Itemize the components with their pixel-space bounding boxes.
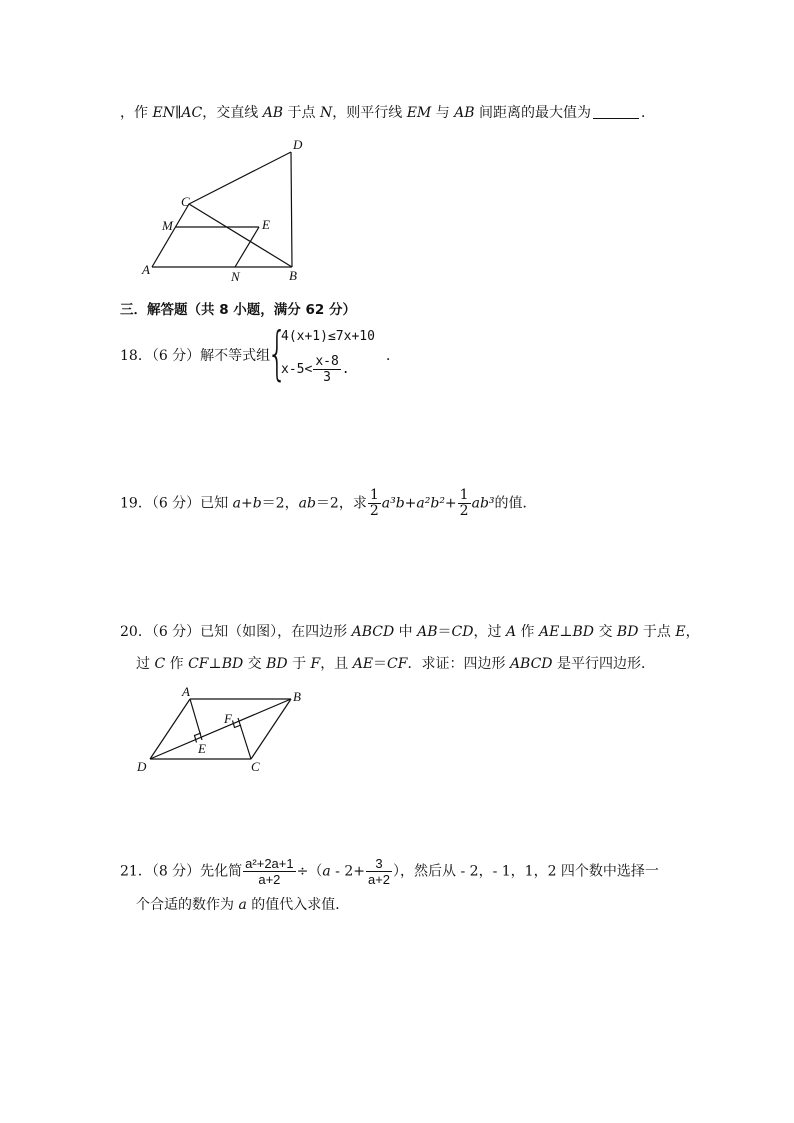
q18-inequality-1: 4(x+1)≤7x+10 xyxy=(281,329,375,344)
fraction-half: $\frac{1}{2}$ xyxy=(459,487,469,519)
label-B: B xyxy=(289,268,297,283)
q20-line-2: 过 C 作 CF⊥BD 交 BD 于 F，且 AE＝CF．求证：四边形 ABCD 是平行四边形． xyxy=(136,656,655,672)
seg-AC xyxy=(152,204,189,267)
fraction-half: $\frac{1}{2}$ xyxy=(369,487,379,519)
fraction: $\frac{\text{a²+2a+1}}{a+2}$ xyxy=(245,856,294,887)
label-N: N xyxy=(231,269,240,284)
label-E: E xyxy=(198,741,206,756)
q21-line-2: 个合适的数作为 a 的值代入求值． xyxy=(136,897,350,913)
section-header: 三．解答题（共 8 小题，满分 62 分） xyxy=(120,302,356,318)
label-A: A xyxy=(142,262,150,277)
label-E: E xyxy=(262,217,270,232)
label-A: A xyxy=(182,684,190,699)
fraction: $\frac{x-8}{3}$ xyxy=(315,354,339,385)
q20-line-1: 20．（6 分）已知（如图），在四边形 ABCD 中 AB＝CD，过 A 作 AE⊥BD 交 BD 于点 E， xyxy=(120,624,700,640)
label-M: M xyxy=(162,218,173,233)
fraction: $\frac{3}{a+2}$ xyxy=(367,856,391,887)
seg-DB xyxy=(291,152,292,267)
label-D: D xyxy=(293,137,303,152)
label-B: B xyxy=(293,689,301,704)
label-C: C xyxy=(251,759,260,774)
label-D: D xyxy=(137,759,147,774)
q19-line: 19．（6 分）已知 a+b＝2，ab＝2，求 $\frac{1}{2}$ a³b+a²b²+ $\frac{1}{2}$ ab³的值． xyxy=(120,487,537,519)
seg-EN xyxy=(235,227,259,267)
seg-CD xyxy=(189,152,291,204)
system-brace: { xyxy=(267,319,288,387)
label-F: F xyxy=(224,711,232,726)
q18-inequality-2: x-5< $\frac{x-8}{3}$ . xyxy=(281,354,350,385)
q21-line-1: 21．（8 分）先化简 $\frac{\text{a²+2a+1}}{a+2}$ ÷（a - 2+ $\frac{3}{a+2}$ ），然后从 - 2，- 1，1，2 四个数中选择一 xyxy=(120,856,659,887)
label-C: C xyxy=(181,194,190,209)
q18-number: 18．（6 分）解不等式组 xyxy=(120,348,271,364)
q18-tail: ． xyxy=(386,348,400,364)
q17-tail-line: ，作 EN∥AC，交直线 AB 于点 N，则平行线 EM 与 AB 间距离的最大值为 ． xyxy=(120,105,656,121)
